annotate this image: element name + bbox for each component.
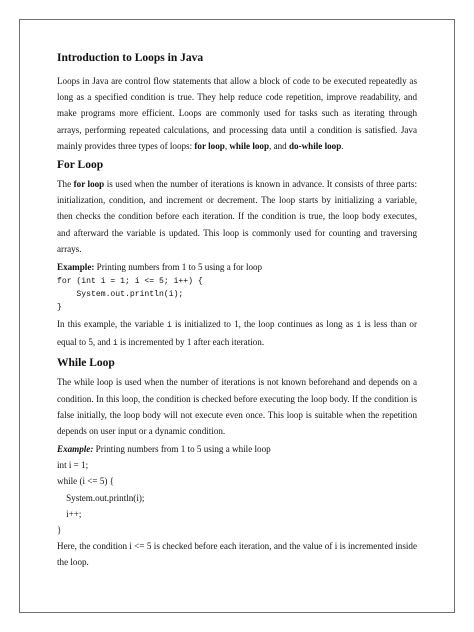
intro-sep: , xyxy=(224,140,230,151)
for-loop-example-text: Printing numbers from 1 to 5 using a for loop xyxy=(94,262,263,273)
code-line: int i = 1; xyxy=(57,460,89,471)
intro-bold-while-loop: while loop xyxy=(229,140,270,151)
for-loop-example-line xyxy=(57,259,417,275)
for-loop-text-start: The xyxy=(57,179,74,190)
code-line: System.out.println(i); xyxy=(57,492,145,503)
inline-code: i xyxy=(112,339,118,349)
code-line: } xyxy=(57,525,62,536)
while-loop-paragraph: The while loop is used when the number of iterations is not known beforehand and depends on a condition. In this loop, the condition is checked before executing the loop body. If the condition is false initially, the loop body will not execute even once. This loop is suitable when the repetition depends on user input or a dynamic condition. xyxy=(57,377,417,437)
intro-sep: , and xyxy=(269,140,289,151)
for-loop-example-label: Example: xyxy=(57,262,95,273)
while-loop-explanation: Here, the condition i <= 5 is checked before each iteration, and the value of i is incremented inside the loop. xyxy=(57,541,417,568)
for-loop-bold: for loop xyxy=(73,179,105,190)
explain-text: is less than or equal to 5, and xyxy=(57,319,417,348)
inline-code: i xyxy=(356,321,362,331)
intro-end: . xyxy=(341,140,344,151)
while-loop-example-label: Example: xyxy=(57,444,94,455)
document-title: Introduction to Loops in Java xyxy=(57,52,204,64)
for-loop-text-rest: is used when the number of iterations is known in advance. It consists of three parts: initialization, condition, and increment or decrement. The loop starts by initializing a variable, then checks the condition before each iteration. If the condition is true, the loop body executes, and afterward the variable is updated. This loop is commonly used for counting and traversing arrays. xyxy=(57,179,417,254)
for-loop-code-block: for (int i = 1; i <= 5; i++) { System.out.println(i); } xyxy=(57,277,203,313)
while-loop-heading: While Loop xyxy=(57,357,115,370)
explain-text: is incremented by 1 after each iteration. xyxy=(117,337,265,348)
for-loop-paragraph xyxy=(57,176,417,257)
while-loop-code-block xyxy=(57,457,417,538)
for-loop-heading: For Loop xyxy=(57,159,104,172)
for-loop-explanation xyxy=(57,316,417,352)
while-loop-example-text: Printing numbers from 1 to 5 using a while loop xyxy=(93,444,271,455)
code-line: while (i <= 5) { xyxy=(57,476,115,487)
intro-bold-for-loop: for loop xyxy=(194,140,225,151)
document-body xyxy=(57,51,417,575)
code-line: i++; xyxy=(57,508,82,519)
while-loop-example-line xyxy=(57,441,417,457)
intro-bold-do-while-loop: do-while loop xyxy=(288,140,342,151)
intro-paragraph xyxy=(57,73,417,154)
explain-text: In this example, the variable xyxy=(57,319,168,330)
inline-code: i xyxy=(167,321,172,331)
intro-text: Loops in Java are control flow statements that allow a block of code to be executed repeatedly as long as a specified condition is true. They help reduce code repetition, improve readability, and make programs more efficient. Loops are commonly used for tasks such as iterating through arrays, performing repeated calculations, and processing data until a condition is satisfied. Java mainly provides three types of loops: xyxy=(57,76,417,151)
explain-text: is initialized to 1, the loop continues as long as xyxy=(171,319,357,330)
